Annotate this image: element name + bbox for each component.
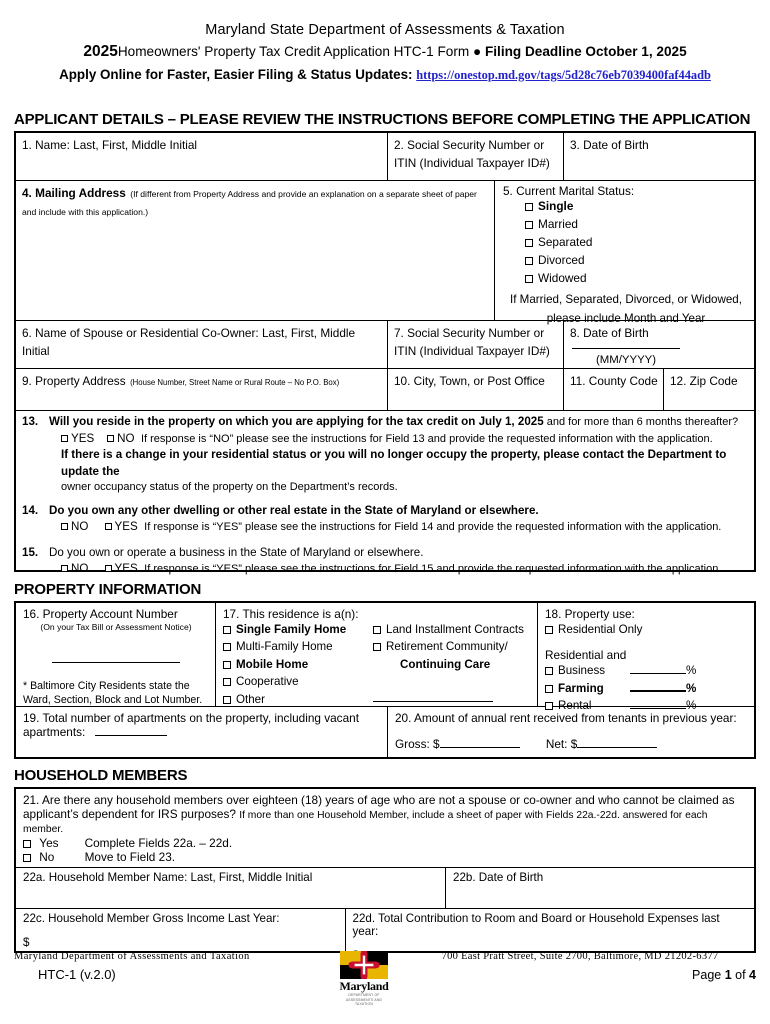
checkbox-icon[interactable] [105, 523, 112, 530]
marital-option-single[interactable] [525, 198, 749, 216]
field-22b-member-dob[interactable] [446, 868, 754, 908]
residence-label: Multi-Family Home [236, 640, 333, 654]
use-label: Business [558, 664, 606, 678]
applicant-details-table [14, 131, 756, 576]
maryland-flag-svg [340, 951, 388, 979]
field-12-label: 12. Zip Code [670, 374, 738, 388]
field-16-fine-print: (On your Tax Bill or Assessment Notice) [40, 622, 192, 632]
q13-no-label: NO [117, 431, 135, 445]
marital-note-line1: If Married, Separated, Divorced, or Widowed, [510, 292, 742, 306]
q21-yes-action: Complete Fields 22a. – 22d. [84, 836, 233, 850]
page-current: 1 [724, 968, 732, 983]
question-15-number: 15. [22, 545, 39, 559]
field-17-column-2 [373, 621, 531, 708]
marital-option-widowed[interactable] [525, 270, 749, 288]
property-information-table [14, 601, 756, 759]
field-18-property-use [538, 603, 754, 713]
question-14-number: 14. [22, 503, 39, 517]
residence-option-single-family[interactable] [223, 621, 373, 638]
field-12-zip-code[interactable] [664, 369, 754, 411]
checkbox-icon[interactable] [223, 643, 231, 651]
residence-label: Other [236, 692, 265, 706]
checkbox-icon[interactable] [525, 257, 533, 265]
field-17-residence-type [216, 603, 538, 707]
property-row-2 [16, 707, 754, 757]
question-13-body [49, 414, 749, 496]
field-22b-label: 22b. Date of Birth [453, 871, 544, 884]
q21-no-label: No [39, 850, 55, 864]
field-20-gross-input[interactable] [440, 737, 520, 748]
field-9-fine-print: (House Number, Street Name or Rural Route – No P.O. Box) [130, 378, 340, 387]
question-13-line3: If there is a change in your residential status or you will no longer occupy the property, please contact the Department to update the [61, 448, 727, 478]
percent-symbol: % [686, 681, 697, 695]
residence-label: Mobile Home [236, 657, 309, 671]
q14-no-label: NO [71, 520, 89, 534]
use-label: Farming [558, 681, 604, 695]
field-6-label: 6. Name of Spouse or Residential Co-Owner: Last, First, Middle Initial [22, 326, 356, 358]
business-percent-input[interactable] [630, 663, 686, 674]
onestop-url-link[interactable]: https://onestop.md.gov/tags/5d28c76eb7039400faf44adb [416, 68, 711, 82]
field-11-county-code[interactable] [564, 369, 664, 411]
field-16-label: 16. Property Account Number [23, 607, 178, 621]
marital-label: Separated [538, 234, 593, 249]
field-10-label: 10. City, Town, or Post Office [394, 374, 545, 388]
applicant-row-4 [16, 369, 754, 411]
q13-text-a: Will you reside in the property on which you are applying for the tax credit on July 1, 2025 [49, 415, 544, 428]
question-13-answers [49, 431, 749, 448]
field-1-name[interactable] [16, 133, 388, 181]
form-title-line [14, 43, 756, 61]
field-3-dob[interactable] [564, 133, 754, 181]
q21-text-b: If more than one Household Member, include a sheet of paper with Fields 22a.-22d. answered for each member. [23, 810, 708, 835]
field-22d-contribution[interactable] [346, 909, 755, 951]
checkbox-icon[interactable] [525, 275, 533, 283]
q13-yes-label: YES [71, 431, 95, 445]
field-2-label-line1: 2. Social Security Number or [394, 138, 545, 152]
checkbox-icon[interactable] [223, 696, 231, 704]
question-13-number: 13. [22, 415, 39, 428]
field-18-label: 18. Property use: [545, 607, 635, 621]
farming-percent-input[interactable] [630, 680, 686, 692]
field-22a-label: 22a. Household Member Name: Last, First, Middle Initial [23, 871, 313, 884]
question-21-line2 [23, 807, 747, 835]
household-row-22cd [16, 909, 754, 951]
checkbox-icon[interactable] [545, 667, 553, 675]
percent-symbol: % [686, 699, 697, 713]
question-14-body [49, 503, 749, 536]
footer-address: 700 East Pratt Street, Suite 2700, Baltimore, MD 21202-6377 [441, 951, 719, 963]
question-13 [22, 414, 749, 496]
residence-label-continuing-care: Continuing Care [400, 657, 491, 671]
field-19-label-line1: 19. Total number of apartments on the property, including vacant [23, 711, 359, 725]
applicant-row-1 [16, 133, 754, 181]
field-18-residential-only-row[interactable] [545, 621, 748, 638]
q15-line2: If response is “YES” please see the instructions for Field 15 and provide the requested information with the application. [144, 563, 722, 576]
field-18-residential-and-label: Residential and [545, 648, 627, 663]
page-mid: of [731, 968, 750, 983]
checkbox-icon[interactable] [61, 435, 68, 442]
maryland-logo-graphic [337, 951, 391, 1006]
field-20-inputs [395, 737, 748, 751]
checkbox-icon[interactable] [61, 523, 68, 530]
question-13-line1 [49, 414, 749, 431]
question-21-yes-row[interactable] [23, 836, 747, 850]
tax-year: 2025 [83, 43, 118, 60]
q14-no-option[interactable] [61, 520, 88, 533]
q15-yes-label: YES [114, 562, 138, 576]
household-members-table [14, 787, 756, 953]
marital-label: Married [538, 216, 578, 231]
property-information-heading: PROPERTY INFORMATION [14, 581, 202, 598]
property-row-1 [16, 603, 754, 713]
apply-online-label: Apply Online for Faster, Easier Filing & Status Updates: [59, 67, 413, 82]
field-7-spouse-ssn[interactable] [388, 321, 564, 369]
checkbox-icon[interactable] [545, 685, 553, 693]
field-19-label-line2 [23, 725, 381, 739]
field-16-account-number[interactable] [16, 603, 216, 707]
footer-form-id: HTC-1 (v.2.0) [38, 967, 116, 983]
q15-no-label: NO [71, 562, 89, 576]
footer-inner [14, 951, 756, 1006]
field-20-gross-label: Gross: $ [395, 737, 440, 751]
spacer [373, 673, 531, 690]
marital-label: Widowed [538, 270, 587, 285]
field-3-label: 3. Date of Birth [570, 138, 649, 152]
form-title-plain: Homeowners' Property Tax Credit Application HTC-1 Form [117, 44, 473, 59]
checkbox-icon[interactable] [61, 565, 68, 572]
field-4-mailing-address[interactable] [16, 181, 495, 321]
field-4-fine-print: (If different from Property Address and provide an explanation on a separate sheet of paper and include with this application.) [22, 189, 477, 217]
field-16-note-line2: Ward, Section, Block and Lot Number. [23, 693, 203, 706]
checkbox-icon[interactable] [373, 626, 381, 634]
question-15 [22, 545, 749, 578]
marital-option-divorced[interactable] [525, 252, 749, 270]
q15-no-option[interactable] [61, 562, 88, 575]
page-pre: Page [692, 968, 725, 983]
q21-text-a: applicant’s dependent for IRS purposes? [23, 807, 236, 821]
question-14-answers [49, 519, 749, 536]
field-19-apartments[interactable] [16, 707, 388, 757]
checkbox-icon[interactable] [223, 626, 231, 634]
field-22c-label: 22c. Household Member Gross Income Last Year: [23, 912, 280, 925]
field-8-spouse-dob[interactable] [564, 321, 754, 369]
marital-label: Single [538, 199, 574, 213]
residence-option-land-installment[interactable] [373, 621, 531, 638]
applicant-details-heading: APPLICANT DETAILS – PLEASE REVIEW THE INSTRUCTIONS BEFORE COMPLETING THE APPLICATION [14, 111, 751, 128]
household-row-22ab [16, 868, 754, 909]
footer-right [404, 951, 756, 982]
q13-no-option[interactable] [107, 432, 134, 445]
field-22d-label: 22d. Total Contribution to Room and Board or Household Expenses last year: [352, 912, 720, 938]
q14-yes-label: YES [114, 520, 138, 534]
field-22c-member-income[interactable] [16, 909, 346, 951]
question-21-line1: 21. Are there any household members over eighteen (18) years of age who are not a spouse or co-owner and who cannot be claimed as [23, 793, 735, 807]
question-13-line4: owner occupancy status of the property on the Department’s records. [61, 481, 398, 494]
field-16-input-wrap[interactable] [23, 650, 209, 668]
question-15-body [49, 545, 749, 578]
field-22c-dollar: $ [23, 936, 30, 949]
use-label: Rental [558, 699, 592, 713]
field-4-label: 4. Mailing Address [22, 186, 126, 200]
field-22a-member-name[interactable] [16, 868, 446, 908]
residence-label: Land Installment Contracts [386, 623, 524, 636]
field-7-label-line1: 7. Social Security Number or [394, 326, 545, 340]
apply-online-line [14, 67, 756, 83]
field-19-label-text: apartments: [23, 725, 86, 739]
checkbox-icon[interactable] [23, 840, 31, 848]
document-header [14, 0, 756, 83]
footer-left [14, 951, 324, 982]
checkbox-icon[interactable] [23, 854, 31, 862]
checkbox-icon[interactable] [525, 221, 533, 229]
questions-13-15-block [16, 411, 754, 576]
field-18-residential-only-label: Residential Only [558, 623, 643, 636]
marital-option-married[interactable] [525, 216, 749, 234]
checkbox-icon[interactable] [105, 565, 112, 572]
residence-label: Cooperative [236, 675, 299, 689]
residence-other-input[interactable] [373, 691, 493, 702]
marital-note-line2: please include Month and Year [546, 311, 706, 325]
field-20-net-label: Net: $ [545, 737, 578, 751]
checkbox-icon[interactable] [545, 626, 553, 634]
q13-text-b: and for more than 6 months thereafter? [543, 416, 739, 428]
field-2-label-line2: ITIN (Individual Taxpayer ID#) [394, 156, 550, 170]
field-9-label: 9. Property Address [22, 374, 126, 388]
residence-option-cooperative[interactable] [223, 673, 373, 690]
checkbox-icon[interactable] [525, 239, 533, 247]
field-5-label: 5. Current Marital Status: [503, 184, 635, 198]
maryland-logo-subtitle: DEPARTMENT OF ASSESSMENTS AND TAXATION [345, 993, 383, 1006]
maryland-logo [324, 951, 404, 1006]
field-20-rent-received [388, 707, 754, 757]
residence-option-retirement-community[interactable] [373, 638, 531, 655]
question-21-block [16, 789, 754, 868]
marital-option-separated[interactable] [525, 234, 749, 252]
field-16-input[interactable] [52, 652, 180, 663]
q13-line2: If response is “NO” please see the instructions for Field 13 and provide the requested information with the application. [140, 432, 713, 445]
footer-department: Maryland Department of Assessments and Taxation [14, 951, 250, 963]
field-17-column-1 [223, 621, 373, 708]
checkbox-icon[interactable] [373, 643, 381, 651]
footer-page-number [404, 968, 756, 982]
field-7-label-line2: ITIN (Individual Taxpayer ID#) [394, 344, 550, 358]
residence-other-input-wrap[interactable] [373, 690, 531, 707]
filing-deadline: ● Filing Deadline October 1, 2025 [472, 44, 687, 59]
maryland-logo-wordmark: Maryland [339, 979, 389, 994]
field-1-label: 1. Name: Last, First, Middle Initial [22, 138, 198, 152]
field-2-ssn[interactable] [388, 133, 564, 181]
residence-option-mobile-home[interactable] [223, 656, 373, 673]
property-use-farming[interactable] [545, 680, 748, 697]
field-19-input[interactable] [95, 725, 167, 736]
checkbox-icon[interactable] [525, 203, 533, 211]
field-17-columns [223, 621, 531, 708]
checkbox-icon[interactable] [107, 435, 114, 442]
residence-option-multi-family[interactable] [223, 638, 373, 655]
household-members-heading: HOUSEHOLD MEMBERS [14, 767, 188, 784]
maryland-flag-icon [340, 951, 388, 979]
residence-label: Single Family Home [236, 623, 347, 636]
field-17-label: 17. This residence is a(n): [223, 607, 359, 621]
q13-yes-option[interactable] [61, 432, 94, 445]
field-11-label: 11. County Code [570, 374, 658, 388]
q14-line2: If response is “YES” please see the instructions for Field 14 and provide the requested information with the application. [144, 521, 722, 534]
field-10-city[interactable] [388, 369, 564, 411]
residence-label: Retirement Community/ [386, 640, 508, 654]
field-20-net-input[interactable] [577, 737, 657, 748]
q15-yes-option[interactable] [105, 562, 138, 575]
property-use-business[interactable] [545, 662, 748, 679]
checkbox-icon[interactable] [223, 678, 231, 686]
checkbox-icon[interactable] [223, 661, 231, 669]
applicant-row-questions [16, 411, 754, 576]
marital-label: Divorced [538, 252, 585, 267]
document-footer [14, 951, 756, 1006]
applicant-row-3 [16, 321, 754, 369]
field-9-property-address[interactable] [16, 369, 388, 411]
residence-option-other[interactable] [223, 691, 373, 708]
question-21-no-row[interactable] [23, 850, 747, 864]
field-16-note-line1: * Baltimore City Residents state the [23, 680, 190, 693]
q14-yes-option[interactable] [105, 520, 138, 533]
field-20-label: 20. Amount of annual rent received from tenants in previous year: [395, 711, 737, 725]
question-15-line1: Do you own or operate a business in the State of Maryland or elsewhere. [49, 545, 424, 559]
question-14 [22, 503, 749, 536]
percent-symbol: % [686, 664, 697, 678]
question-15-answers [49, 561, 749, 578]
q21-yes-label: Yes [39, 836, 59, 850]
page-total: 4 [749, 968, 756, 983]
question-14-line1: Do you own any other dwelling or other real estate in the State of Maryland or elsewhere. [49, 503, 539, 517]
field-6-spouse-name[interactable] [16, 321, 388, 369]
marital-date-format-label: (MM/YYYY) [595, 353, 657, 366]
field-8-label: 8. Date of Birth [570, 326, 649, 340]
agency-title: Maryland State Department of Assessments & Taxation [205, 22, 565, 38]
q21-no-action: Move to Field 23. [84, 850, 176, 864]
